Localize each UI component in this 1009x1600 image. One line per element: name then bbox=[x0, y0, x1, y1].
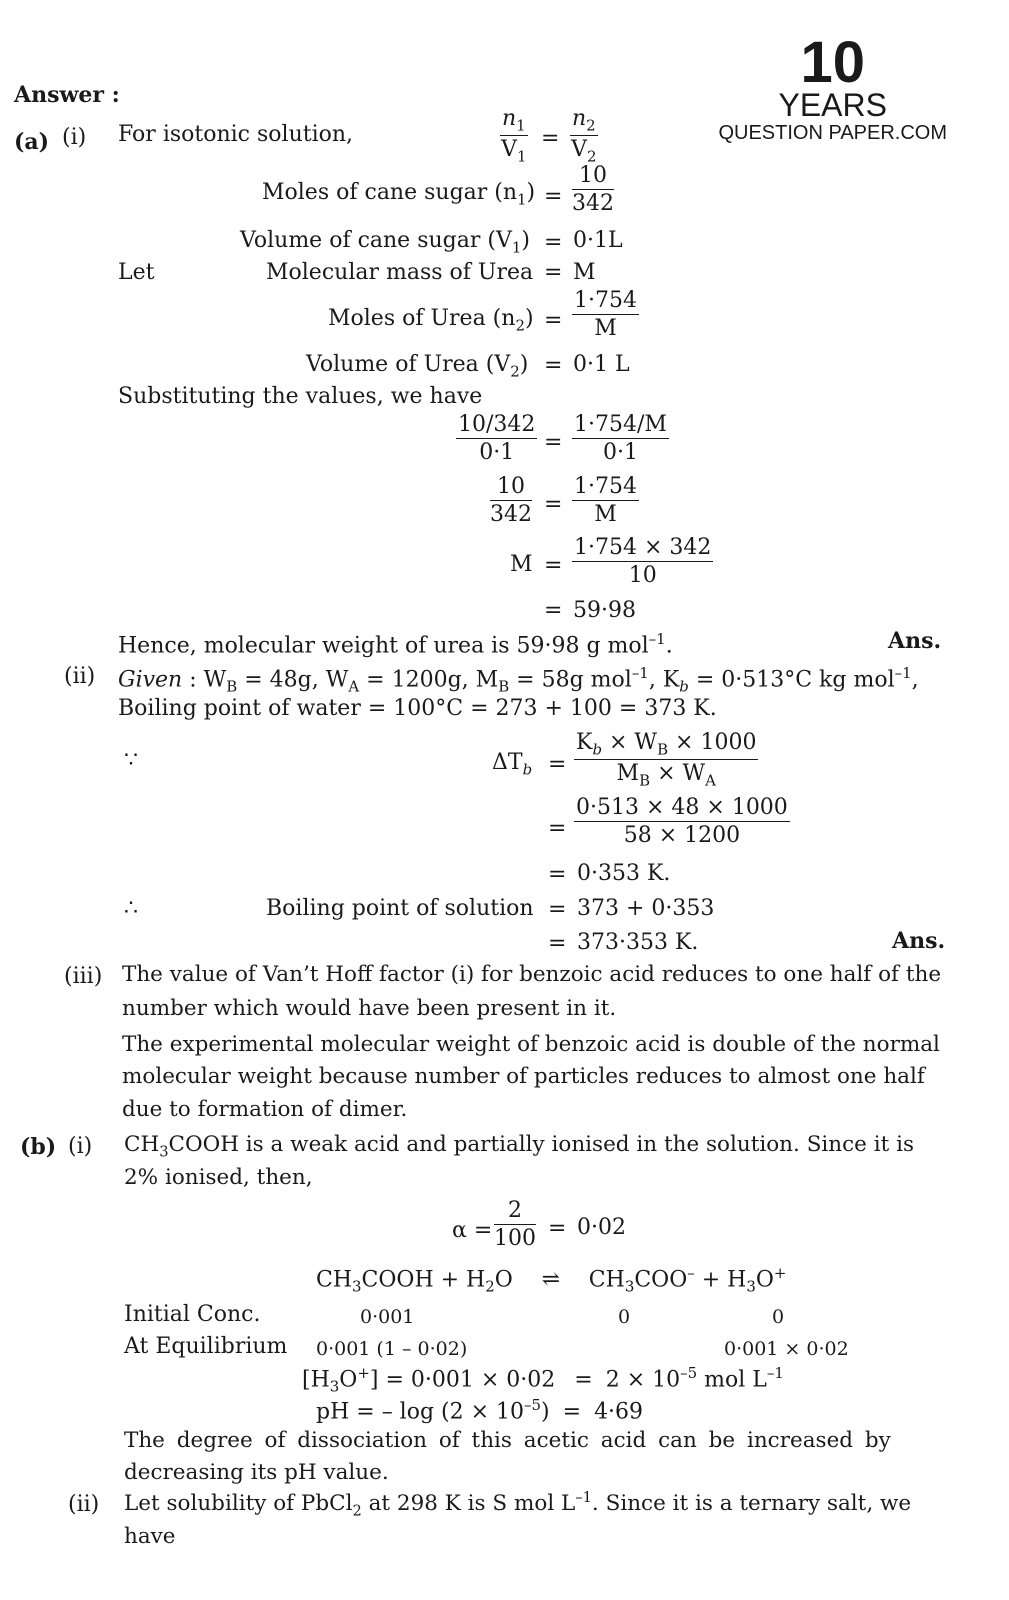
delta-tb-formula: $\frac{K_b \times W_B \times 1000}{M_B \times W_A}$ bbox=[576, 730, 757, 790]
bp-water-line: Boiling point of water = 100°C = 273 + 100 = 373 K. bbox=[118, 696, 717, 721]
mol-mass-value: M bbox=[573, 260, 596, 285]
b-ii-label: (ii) bbox=[68, 1492, 100, 1517]
eq-sign: = bbox=[548, 897, 567, 922]
equilibrium-label: At Equilibrium bbox=[124, 1334, 288, 1359]
part-b-label: (b) bbox=[20, 1134, 57, 1160]
eq-sign: = bbox=[548, 862, 567, 887]
bp-final: 373·353 K. bbox=[577, 930, 699, 955]
a-ii-label: (ii) bbox=[64, 664, 96, 689]
sub4-result: 59·98 bbox=[573, 598, 636, 623]
logo-number: 10 bbox=[800, 30, 865, 95]
substituting-text: Substituting the values, we have bbox=[118, 384, 483, 409]
initial-conc-label: Initial Conc. bbox=[124, 1302, 261, 1327]
n1-var: n bbox=[502, 106, 517, 131]
iii-line-4: molecular weight because number of particles reduces to almost one half bbox=[122, 1064, 925, 1089]
ans-label: Ans. bbox=[888, 628, 942, 654]
b-i-label: (i) bbox=[68, 1134, 93, 1159]
therefore-symbol: ∴ bbox=[124, 896, 138, 921]
sub2-left: $\frac{10}{342}$ bbox=[490, 474, 532, 527]
alpha-value: 0·02 bbox=[577, 1215, 626, 1240]
b-ii-line-2: have bbox=[124, 1524, 176, 1549]
because-symbol: ∵ bbox=[124, 748, 138, 773]
moles-cane-value: $\frac{10}{342}$ bbox=[572, 163, 614, 216]
init-value-1: 0·001 bbox=[360, 1306, 415, 1328]
ans-label-2: Ans. bbox=[892, 928, 946, 954]
sub3-left: M bbox=[510, 552, 533, 577]
site-logo bbox=[718, 30, 947, 145]
bp-solution-label: Boiling point of solution bbox=[266, 896, 534, 921]
sub1-right: $\frac{1\cdot 754/M}{0\cdot 1}$ bbox=[574, 412, 667, 465]
sub1-left: $\frac{10/342}{0\cdot 1}$ bbox=[458, 412, 536, 465]
delta-tb-calc: $\frac{0\cdot 513 \times 48 \times 1000}{58 \times 1200}$ bbox=[576, 795, 788, 848]
eq-sign: = bbox=[544, 308, 563, 333]
h3o-conc: $[H_3O^+] = 0\cdot 001 \times 0\cdot 02 = 2 \times 10^{-5}$ mol $L^{-1}$ bbox=[302, 1364, 784, 1396]
vol-cane-value: 0·1L bbox=[573, 228, 623, 253]
sub2-right: $\frac{1\cdot 754}{M}$ bbox=[574, 474, 637, 527]
eq-sign: = bbox=[548, 752, 567, 777]
eq-value-3: 0·001 × 0·02 bbox=[724, 1338, 849, 1360]
eq-sign: = bbox=[548, 1216, 567, 1241]
logo-site: QUESTION PAPER.COM bbox=[718, 122, 947, 145]
eq-sign: = bbox=[544, 184, 563, 209]
b-ii-line-1: Let solubility of PbCl$_2$ at 298 K is S mol $L^{-1}$. Since it is a ternary salt, we bbox=[124, 1489, 912, 1520]
a-iii-label: (iii) bbox=[64, 964, 103, 989]
mol-mass-label: Molecular mass of Urea bbox=[266, 260, 534, 285]
alpha-fraction: $\frac{2}{100}$ bbox=[494, 1198, 536, 1251]
formula-n2-v2: $\frac{n_2}{V_2}$ bbox=[571, 106, 597, 166]
eq-sign: = bbox=[544, 353, 563, 378]
iii-line-5: due to formation of dimer. bbox=[122, 1097, 408, 1122]
eq-sign: = bbox=[544, 598, 563, 623]
eq-sign: = bbox=[541, 126, 560, 151]
bp-sum: 373 + 0·353 bbox=[577, 896, 715, 921]
init-value-2: 0 bbox=[618, 1306, 631, 1328]
given-line: Given : $W_B = 48g$, $W_A = 1200g$, $M_B = 58g$ mol$^{-1}$, $K_b = 0\cdot 513^\circ C$ kg mol$^{-1}$, bbox=[118, 664, 919, 696]
degree-line-2: decreasing its pH value. bbox=[124, 1460, 389, 1485]
delta-tb-result: 0·353 K. bbox=[577, 861, 671, 886]
b-i-line-2: 2% ionised, then, bbox=[124, 1165, 313, 1190]
delta-tb-label: $\Delta T_b$ bbox=[492, 750, 533, 779]
eq-sign: = bbox=[544, 230, 563, 255]
ph-calc: pH = – $\log (2 \times 10^{-5}) = 4\cdot 69$ bbox=[316, 1396, 644, 1425]
a-i-label: (i) bbox=[62, 125, 87, 150]
eq-sign: = bbox=[544, 430, 563, 455]
iii-line-2: number which would have been present in it. bbox=[122, 996, 617, 1021]
eq-sign: = bbox=[544, 553, 563, 578]
sub3-right: $\frac{1\cdot 754 \times 342}{10}$ bbox=[574, 535, 712, 588]
logo-years: YEARS bbox=[778, 87, 887, 124]
reaction-equation: $CH_3COOH + H_2O$ ⇌ $CH_3COO^- + H_3O^+$ bbox=[316, 1264, 787, 1296]
let-text: Let bbox=[118, 260, 155, 285]
init-value-3: 0 bbox=[772, 1306, 785, 1328]
eq-sign: = bbox=[544, 492, 563, 517]
vol-urea-label: Volume of Urea $(V_2)$ bbox=[306, 352, 529, 381]
iii-line-1: The value of Van’t Hoff factor (i) for benzoic acid reduces to one half of the bbox=[122, 962, 942, 987]
moles-urea-value: $\frac{1\cdot 754}{M}$ bbox=[574, 288, 637, 341]
alpha-label: α = bbox=[452, 1218, 493, 1243]
vol-urea-value: 0·1 L bbox=[573, 352, 630, 377]
eq-sign: = bbox=[548, 816, 567, 841]
v1-var: V bbox=[501, 137, 518, 163]
moles-cane-label: Moles of cane sugar $(n_1)$ bbox=[262, 180, 536, 209]
part-a-label: (a) bbox=[14, 129, 50, 155]
moles-urea-label: Moles of Urea $(n_2)$ bbox=[328, 306, 534, 335]
b-i-line-1: $CH_3COOH$ is a weak acid and partially ionised in the solution. Since it is bbox=[124, 1132, 914, 1161]
hence-text: Hence, molecular weight of urea is 59·98 g mol$^{-1}$. bbox=[118, 630, 673, 659]
vol-cane-label: Volume of cane sugar $(V_1)$ bbox=[240, 228, 530, 257]
isotonic-text: For isotonic solution, bbox=[118, 122, 354, 147]
eq-value-1: 0·001 (1 – 0·02) bbox=[316, 1338, 468, 1360]
iii-line-3: The experimental molecular weight of benzoic acid is double of the normal bbox=[122, 1032, 940, 1057]
formula-n1-v1: $\frac{n_1}{V_1}$ bbox=[501, 106, 527, 166]
eq-sign: = bbox=[544, 260, 563, 285]
eq-sign: = bbox=[548, 931, 567, 956]
answer-heading: Answer : bbox=[14, 82, 120, 108]
degree-line-1: The degree of dissociation of this acetic acid can be increased by bbox=[124, 1428, 891, 1453]
